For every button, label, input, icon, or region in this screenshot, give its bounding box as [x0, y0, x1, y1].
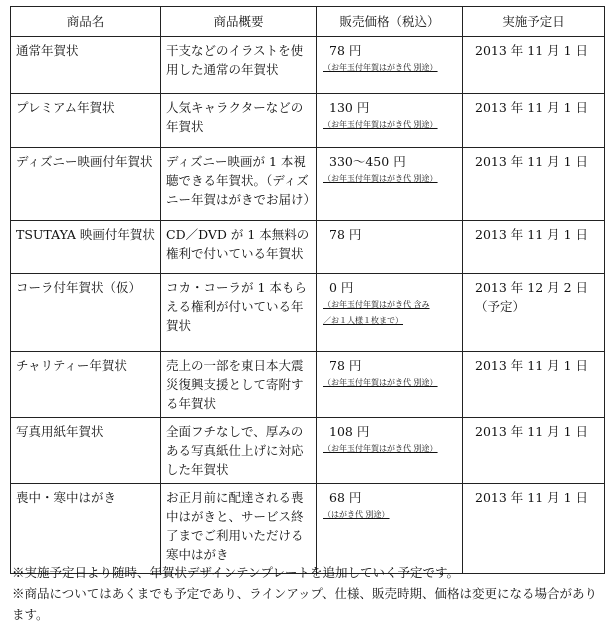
price-note-2: ／お１人様１枚まで）	[323, 316, 403, 325]
header-name: 商品名	[11, 7, 161, 37]
product-name: プレミアム年賀状	[11, 94, 161, 148]
date-cell	[463, 274, 605, 352]
price: 0 円	[329, 280, 354, 295]
date-cell	[463, 94, 605, 148]
product-desc: 干支などのイラストを使用した通常の年賀状	[161, 37, 317, 94]
price-note: （お年玉付年賀はがき代 別途）	[323, 120, 438, 129]
date: 2013 年 11 月 1 日	[475, 43, 589, 58]
product-desc: コカ・コーラが 1 本もらえる権利が付いている年賀状	[161, 274, 317, 352]
product-desc: CD／DVD が 1 本無料の権利で付いている年賀状	[161, 221, 317, 274]
date-cell	[463, 352, 605, 418]
header-price: 販売価格（税込）	[317, 7, 463, 37]
date-cell	[463, 484, 605, 574]
product-name: コーラ付年賀状（仮）	[11, 274, 161, 352]
header-date: 実施予定日	[463, 7, 605, 37]
product-name: ディズニー映画付年賀状	[11, 148, 161, 221]
date: 2013 年 11 月 1 日	[475, 227, 589, 242]
product-price-cell	[317, 221, 463, 274]
product-price-cell	[317, 37, 463, 94]
price: 78 円	[329, 358, 362, 373]
date: 2013 年 11 月 1 日	[475, 424, 589, 439]
product-name: 通常年賀状	[11, 37, 161, 94]
date: 2013 年 11 月 1 日	[475, 358, 589, 373]
table-row	[11, 418, 605, 484]
date: 2013 年 11 月 1 日	[475, 490, 589, 505]
table-row	[11, 352, 605, 418]
table-row	[11, 37, 605, 94]
price: 330～450 円	[329, 154, 406, 169]
date: 2013 年 12 月 2 日	[475, 280, 589, 295]
price: 68 円	[329, 490, 362, 505]
footnote: ※実施予定日より随時、年賀状デザインテンプレートを追加していく予定です。	[12, 565, 460, 580]
product-name: TSUTAYA 映画付年賀状	[11, 221, 161, 274]
table-row	[11, 221, 605, 274]
product-desc: 人気キャラクターなどの年賀状	[161, 94, 317, 148]
price: 78 円	[329, 43, 362, 58]
header-desc: 商品概要	[161, 7, 317, 37]
date-cell	[463, 37, 605, 94]
table-row	[11, 94, 605, 148]
date-cell	[463, 418, 605, 484]
table-row	[11, 148, 605, 221]
product-name: チャリティー年賀状	[11, 352, 161, 418]
table-row	[11, 484, 605, 574]
product-price-cell	[317, 148, 463, 221]
product-table	[10, 6, 605, 574]
product-price-cell	[317, 352, 463, 418]
date: 2013 年 11 月 1 日	[475, 100, 589, 115]
footnote: ※商品についてはあくまでも予定であり、ラインアップ、仕様、販売時期、価格は変更になる場合があります。	[12, 586, 598, 622]
price-note: （お年玉付年賀はがき代 別途）	[323, 378, 438, 387]
date-cell	[463, 221, 605, 274]
date-note: （予定）	[475, 299, 526, 314]
price-note: （お年玉付年賀はがき代 別途）	[323, 444, 438, 453]
price: 108 円	[329, 424, 370, 439]
product-price-cell	[317, 94, 463, 148]
product-price-cell	[317, 418, 463, 484]
table-row	[11, 274, 605, 352]
product-desc: お正月前に配達される喪中はがきと、サービス終了までご利用いただける寒中はがき	[161, 484, 317, 574]
date-cell	[463, 148, 605, 221]
product-desc: ディズニー映画が 1 本視聴できる年賀状。（ディズニー年賀はがきでお届け）	[161, 148, 317, 221]
product-price-cell	[317, 484, 463, 574]
table-header	[11, 7, 605, 37]
price-note: （お年玉付年賀はがき代 別途）	[323, 174, 438, 183]
product-name: 写真用紙年賀状	[11, 418, 161, 484]
price-note: （お年玉付年賀はがき代 別途）	[323, 63, 438, 72]
price-note: （お年玉付年賀はがき代 含み	[323, 300, 430, 309]
product-desc: 全面フチなしで、厚みのある写真紙仕上げに対応した年賀状	[161, 418, 317, 484]
price-note: （はがき代 別途）	[323, 510, 390, 519]
product-desc: 売上の一部を東日本大震災復興支援として寄附する年賀状	[161, 352, 317, 418]
date: 2013 年 11 月 1 日	[475, 154, 589, 169]
price: 130 円	[329, 100, 370, 115]
price: 78 円	[329, 227, 362, 242]
product-price-cell	[317, 274, 463, 352]
footnotes	[12, 562, 604, 625]
product-name: 喪中・寒中はがき	[11, 484, 161, 574]
